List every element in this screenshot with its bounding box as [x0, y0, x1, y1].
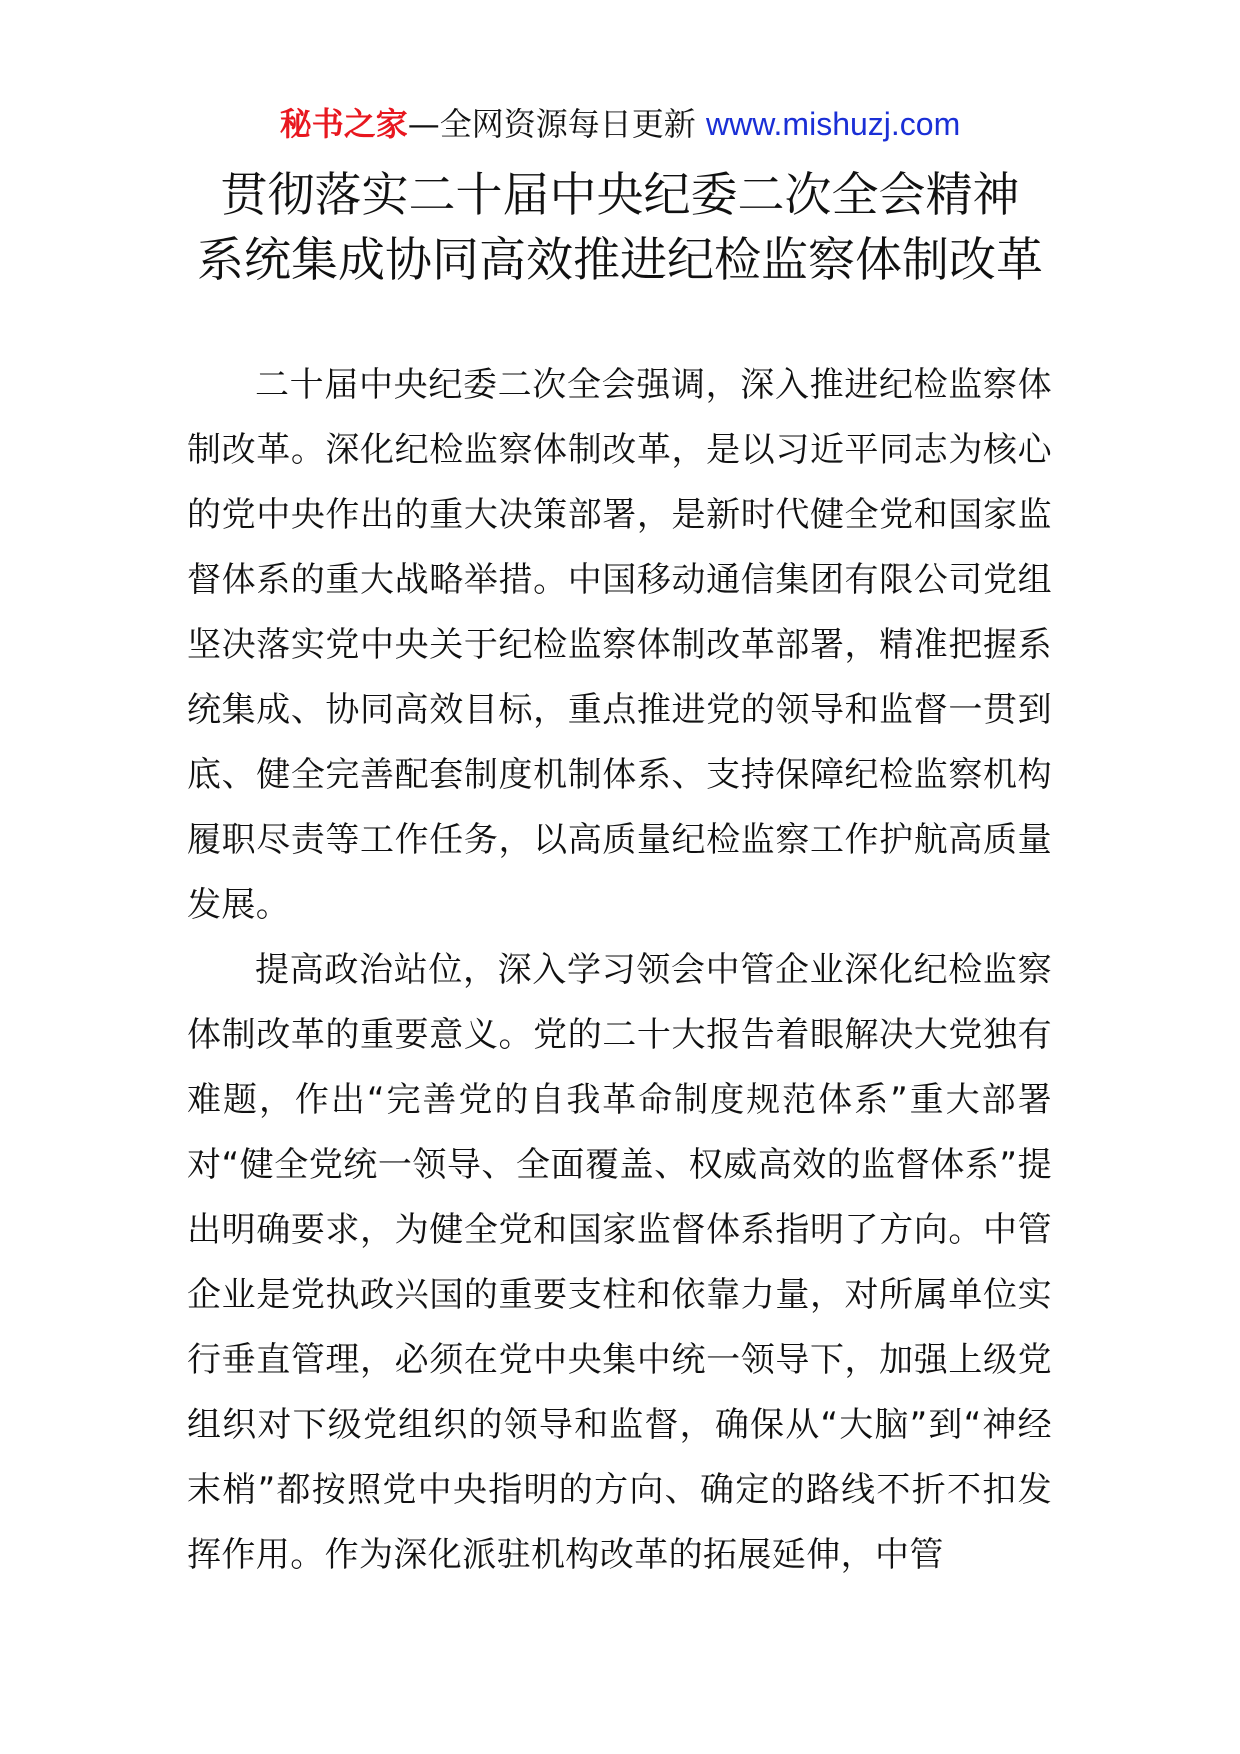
body-paragraph: 提高政治站位，深入学习领会中管企业深化纪检监察体制改革的重要意义。党的二十大报告着眼解决大党独有难题，作出“完善党的自我革命制度规范体系”重大部署对“健全党统一领导、全面覆盖、权威高效的监督体系”提出明确要求，为健全党和国家监督体系指明了方向。中管企业是党执政兴国的重要支柱和依靠力量，对所属单位实行垂直管理，必须在党中央集中统一领导下，加强上级党组织对下级党组织的领导和监督，确保从“大脑”到“神经末梢”都按照党中央指明的方向、确定的路线不折不扣发挥作用。作为深化派驻机构改革的拓展延伸，中管 [187, 950, 1052, 1575]
site-url-link[interactable]: www.mishuzj.com [705, 106, 961, 142]
document-title-line-2: 系统集成协同高效推进纪检监察体制改革 [197, 233, 1043, 288]
document-title-line-1: 贯彻落实二十届中央纪委二次全会精神 [220, 168, 1020, 223]
header-tagline: —全网资源每日更新 [407, 105, 706, 143]
body-paragraph: 二十届中央纪委二次全会强调，深入推进纪检监察体制改革。深化纪检监察体制改革，是以习近平同志为核心的党中央作出的重大决策部署，是新时代健全党和国家监督体系的重大战略举措。中国移动通信集团有限公司党组坚决落实党中央关于纪检监察体制改革部署，精准把握系统集成、协同高效目标，重点推进党的领导和监督一贯到底、健全完善配套制度机制体系、支持保障纪检监察机构履职尽责等工作任务，以高质量纪检监察工作护航高质量发展。 [187, 365, 1052, 925]
document-body [187, 353, 1052, 1588]
site-header [0, 100, 1240, 148]
brand-name: 秘书之家 [279, 105, 408, 143]
